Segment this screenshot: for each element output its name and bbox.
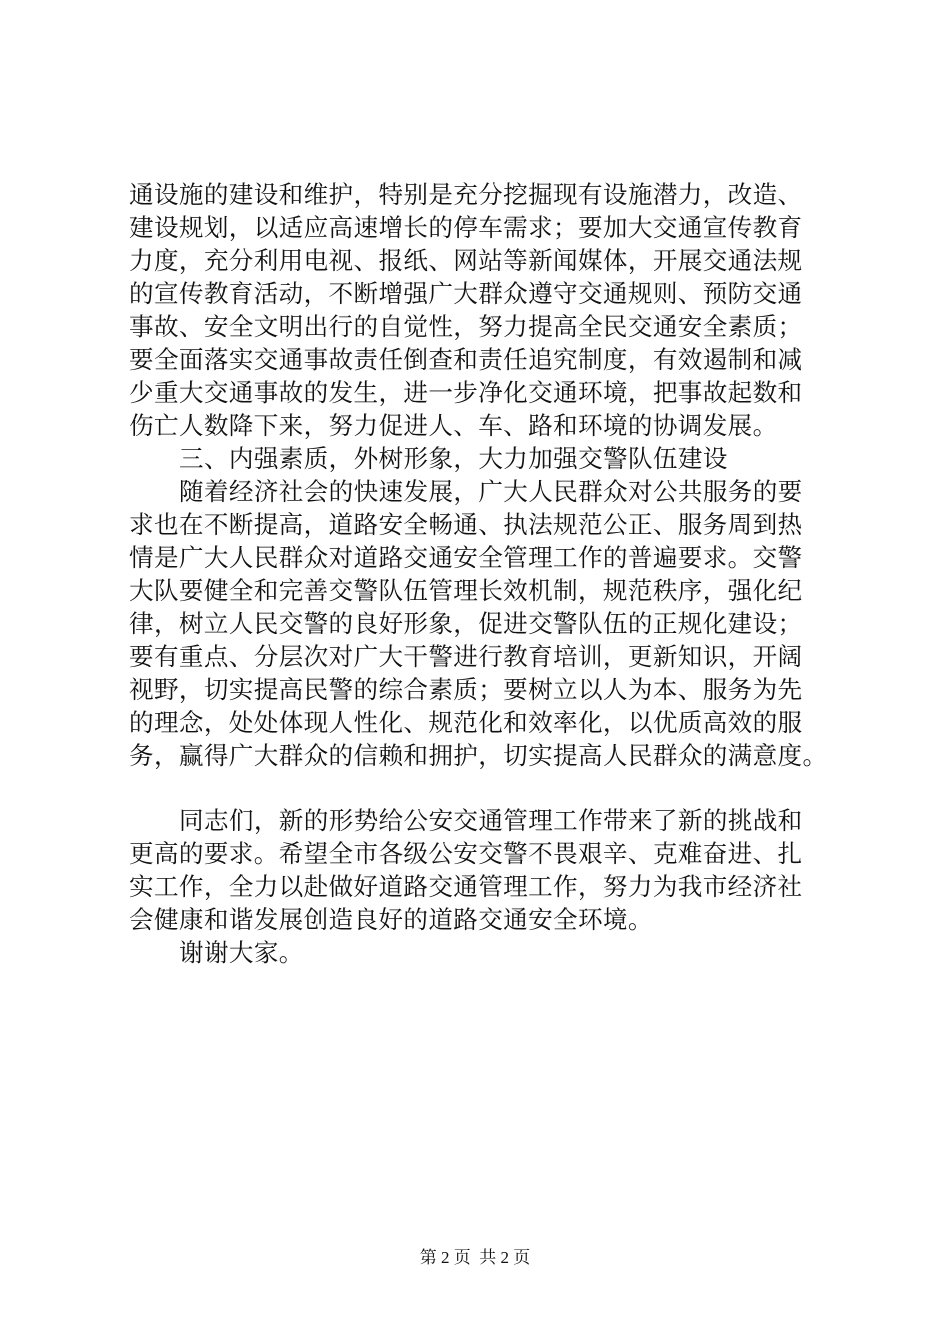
paragraph-1-line-4: 的宣传教育活动，不断增强广大群众遵守交通规则、预防交通 — [129, 279, 803, 308]
paragraph-2-line-9: 务，赢得广大群众的信赖和拥护，切实提高人民群众的满意度。 — [129, 741, 828, 770]
paragraph-2-line-8: 的理念，处处体现人性化、规范化和效率化，以优质高效的服 — [129, 708, 803, 737]
closing-line: 谢谢大家。 — [179, 938, 304, 967]
paragraph-3-line-1: 同志们，新的形势给公安交通管理工作带来了新的挑战和 — [179, 806, 803, 835]
paragraph-1-line-3: 力度，充分利用电视、报纸、网站等新闻媒体，开展交通法规 — [129, 246, 803, 275]
paragraph-1-line-7: 少重大交通事故的发生，进一步净化交通环境，把事故起数和 — [129, 378, 803, 407]
paragraph-2-line-5: 律，树立人民交警的良好形象，促进交警队伍的正规化建设； — [129, 609, 803, 638]
paragraph-2-line-3: 情是广大人民群众对道路交通安全管理工作的普遍要求。交警 — [129, 543, 803, 572]
paragraph-1-line-2: 建设规划，以适应高速增长的停车需求；要加大交通宣传教育 — [129, 213, 803, 242]
paragraph-1-line-6: 要全面落实交通事故责任倒查和责任追究制度，有效遏制和减 — [129, 345, 803, 374]
paragraph-2-line-1: 随着经济社会的快速发展，广大人民群众对公共服务的要 — [179, 477, 803, 506]
paragraph-3-line-4: 会健康和谐发展创造良好的道路交通安全环境。 — [129, 905, 653, 934]
paragraph-3-line-2: 更高的要求。希望全市各级公安交警不畏艰辛、克难奋进、扎 — [129, 839, 803, 868]
paragraph-2-line-7: 视野，切实提高民警的综合素质；要树立以人为本、服务为先 — [129, 675, 803, 704]
paragraph-3-line-3: 实工作，全力以赴做好道路交通管理工作，努力为我市经济社 — [129, 872, 803, 901]
paragraph-2-line-2: 求也在不断提高，道路安全畅通、执法规范公正、服务周到热 — [129, 510, 803, 539]
page-indicator: 第 2 页 共 2 页 — [419, 1248, 531, 1267]
paragraph-1-line-5: 事故、安全文明出行的自觉性，努力提高全民交通安全素质； — [129, 312, 803, 341]
paragraph-2-line-6: 要有重点、分层次对广大干警进行教育培训，更新知识，开阔 — [129, 642, 803, 671]
paragraph-2-line-4: 大队要健全和完善交警队伍管理长效机制，规范秩序，强化纪 — [129, 576, 803, 605]
paragraph-1-line-8: 伤亡人数降下来，努力促进人、车、路和环境的协调发展。 — [129, 411, 778, 440]
section-3-heading: 三、内强素质，外树形象，大力加强交警队伍建设 — [179, 444, 728, 473]
paragraph-1-line-1: 通设施的建设和维护，特别是充分挖掘现有设施潜力，改造、 — [129, 180, 803, 209]
